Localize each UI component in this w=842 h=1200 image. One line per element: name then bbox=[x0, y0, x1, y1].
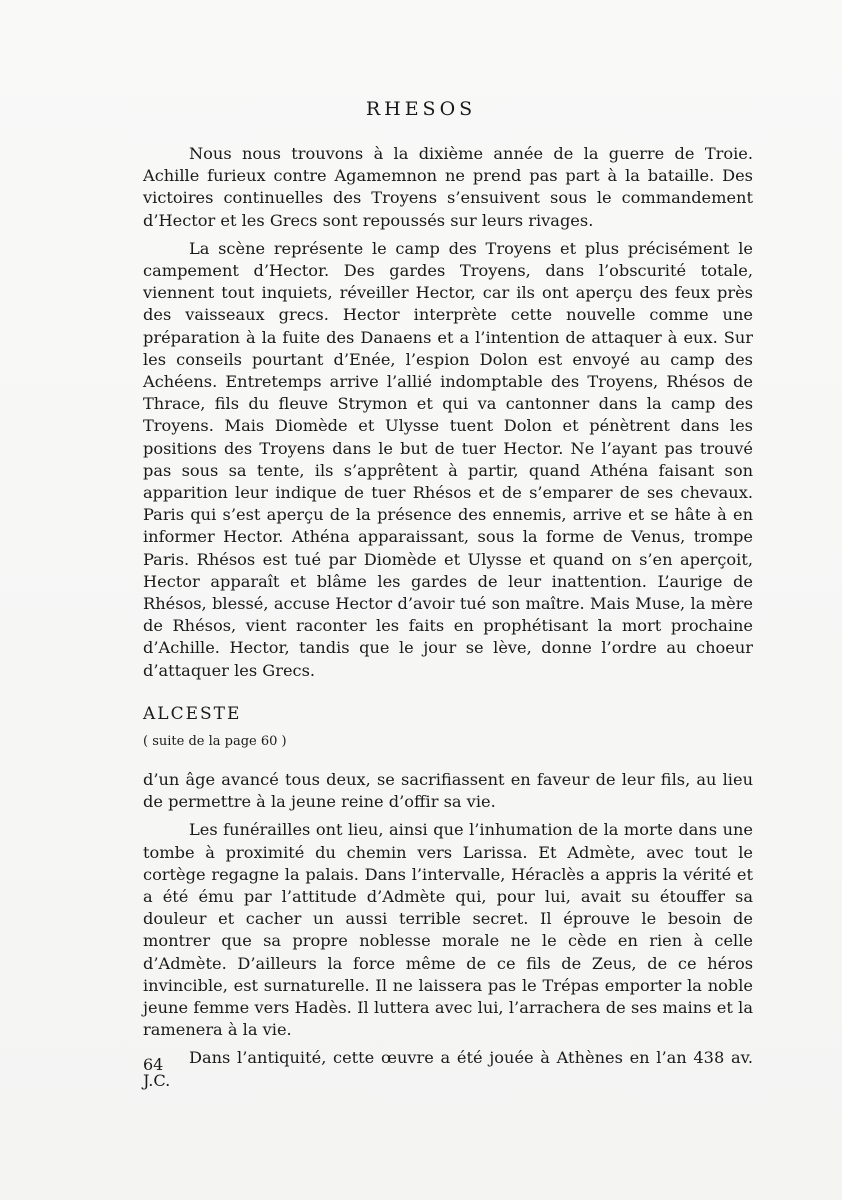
alceste-paragraph-1: d’un âge avancé tous deux, se sacrifiassent en faveur de leur fils, au lieu de permettre à la jeune reine d’offir sa vie. bbox=[143, 770, 753, 812]
alceste-paragraph-2: Les funérailles ont lieu, ainsi que l’inhumation de la morte dans une tombe à proximité du chemin vers Larissa. Et Admète, avec tout le cortège regagne la palais. Dans l’intervalle, Héraclès a appris la vérité et a été ému par l’attitude d’Admète qui, pour lui, avait su étouffer sa douleur et cacher un aussi terrible secret. Il éprouve le besoin de montrer que sa propre noblesse morale ne le cède en rien à celle d’Admète. D’ailleurs la force même de ce fils de Zeus, de ce héros invincible, est surnaturelle. Il ne laissera pas le Trépas emporter la noble jeune femme vers Hadès. Il luttera avec lui, l’arrachera de ses mains et la ramenera à la vie. bbox=[143, 820, 753, 1040]
section-heading-alceste: ALCESTE bbox=[143, 704, 242, 724]
page-title: RHESOS bbox=[365, 98, 477, 120]
rhesos-paragraph-1: Nous nous trouvons à la dixième année de la guerre de Troie. Achille furieux contre Agamemnon ne prend pas part à la bataille. Des victoires continuelles des Troyens s’ensuivent sous le commandement d’Hector et les Grecs sont repoussés sur leurs rivages. bbox=[143, 144, 753, 230]
rhesos-body bbox=[143, 143, 753, 688]
continuation-note: ( suite de la page 60 ) bbox=[143, 734, 287, 749]
alceste-paragraph-3: Dans l’antiquité, cette œuvre a été jouée à Athènes en l’an 438 av. J.C. bbox=[143, 1048, 753, 1090]
alceste-body bbox=[143, 769, 753, 1098]
page-number: 64 bbox=[143, 1055, 164, 1074]
rhesos-paragraph-2: La scène représente le camp des Troyens et plus précisément le campement d’Hector. Des gardes Troyens, dans l’obscurité totale, viennent tout inquiets, réveiller Hector, car ils ont aperçu des feux près des vaisseaux grecs. Hector interprète cette nouvelle comme une préparation à la fuite des Danaens et a l’intention de attaquer à eux. Sur les conseils pourtant d’Enée, l’espion Dolon est envoyé au camp des Achéens. Entretemps arrive l’allié indomptable des Troyens, Rhésos de Thrace, fils du fleuve Strymon et qui va cantonner dans la camp des Troyens. Mais Diomède et Ulysse tuent Dolon et pénètrent dans les positions des Troyens dans le but de tuer Hector. Ne l’ayant pas trouvé pas sous sa tente, ils s’apprêtent à partir, quand Athéna faisant son apparition leur indique de tuer Rhésos et de s’emparer de ses chevaux. Paris qui s’est aperçu de la présence des ennemis, arrive et se hâte à en informer Hector. Athéna apparaissant, sous la forme de Venus, trompe Paris. Rhésos est tué par Diomède et Ulysse et quand on s’en aperçoit, Hector apparaît et blâme les gardes de leur inattention. L’aurige de Rhésos, blessé, accuse Hector d’avoir tué son maître. Mais Muse, la mère de Rhésos, vient raconter les faits en prophétisant la mort prochaine d’Achille. Hector, tandis que le jour se lève, donne l’ordre au choeur d’attaquer les Grecs. bbox=[143, 238, 753, 680]
